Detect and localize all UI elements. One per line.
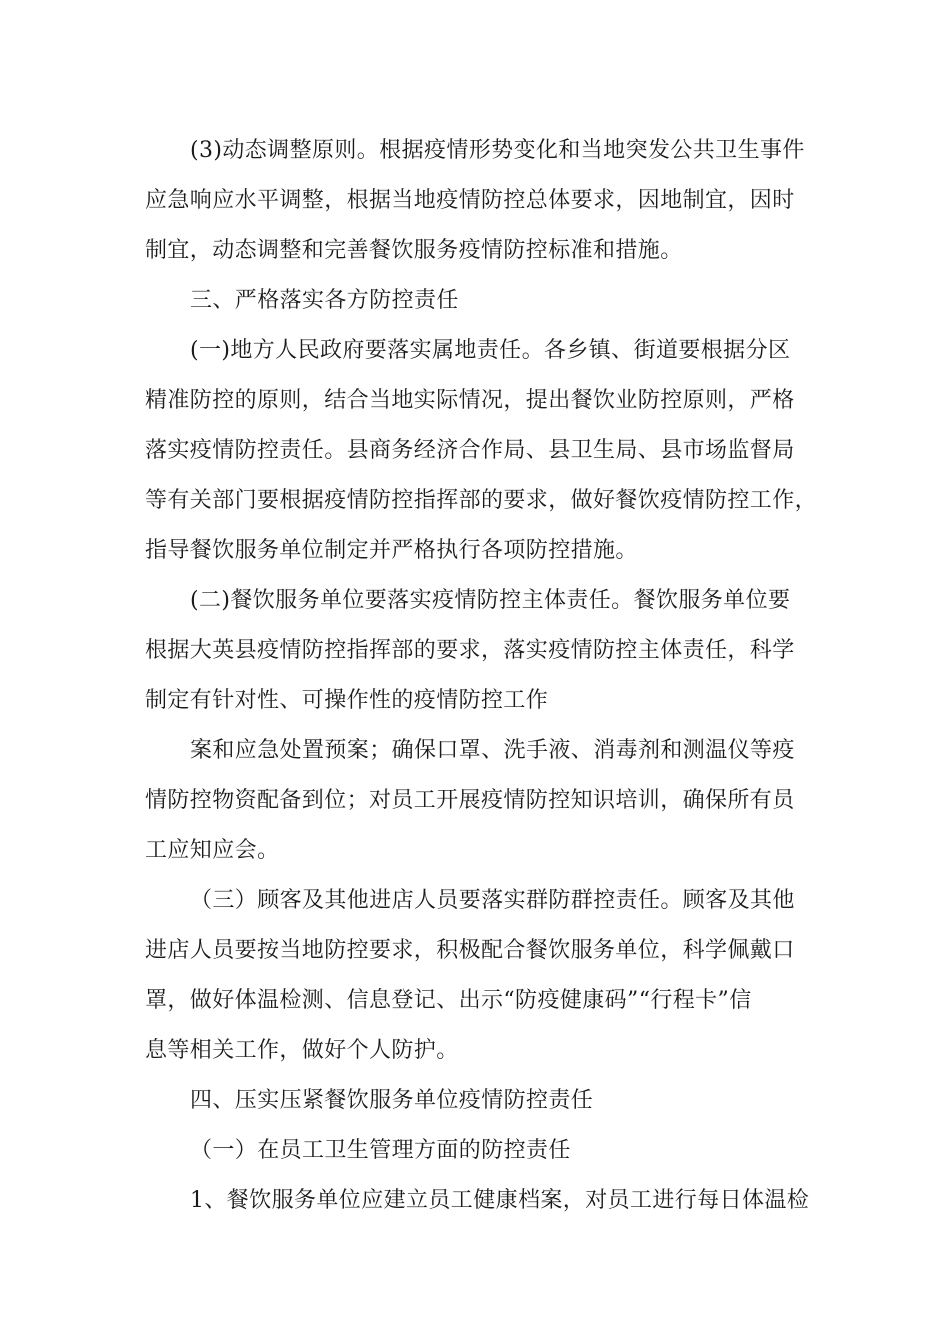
text-line: （三）顾客及其他进店人员要落实群防群控责任。顾客及其他 [190, 888, 795, 913]
text-line: 制定有针对性、可操作性的疫情防控工作 [145, 688, 549, 713]
text-line: (3)动态调整原则。根据疫情形势变化和当地突发公共卫生事件 [190, 138, 805, 163]
text-line: 情防控物资配备到位；对员工开展疫情防控知识培训，确保所有员 [145, 788, 795, 813]
text-line: (二)餐饮服务单位要落实疫情防控主体责任。餐饮服务单位要 [190, 588, 791, 613]
text-line: 案和应急处置预案；确保口罩、洗手液、消毒剂和测温仪等疫 [190, 738, 795, 763]
text-line: (一)地方人民政府要落实属地责任。各乡镇、街道要根据分区 [190, 338, 791, 363]
text-line: 工应知应会。 [145, 838, 280, 863]
text-line: 指导餐饮服务单位制定并严格执行各项防控措施。 [145, 538, 638, 563]
subsection-heading: （一）在员工卫生管理方面的防控责任 [190, 1138, 571, 1163]
text-line: 落实疫情防控责任。县商务经济合作局、县卫生局、县市场监督局 [145, 438, 795, 463]
text-line: 根据大英县疫情防控指挥部的要求，落实疫情防控主体责任，科学 [145, 638, 795, 663]
text-line: 1、餐饮服务单位应建立员工健康档案，对员工进行每日体温检 [190, 1188, 810, 1213]
section-heading: 三、严格落实各方防控责任 [190, 288, 459, 313]
text-line: 等有关部门要根据疫情防控指挥部的要求，做好餐饮疫情防控工作， [145, 488, 818, 513]
text-line: 罩，做好体温检测、信息登记、出示“防疫健康码”“行程卡”信 [145, 988, 752, 1013]
text-line: 进店人员要按当地防控要求，积极配合餐饮服务单位，科学佩戴口 [145, 938, 795, 963]
section-heading: 四、压实压紧餐饮服务单位疫情防控责任 [190, 1088, 594, 1113]
text-line: 应急响应水平调整，根据当地疫情防控总体要求，因地制宜，因时 [145, 188, 795, 213]
text-line: 制宜，动态调整和完善餐饮服务疫情防控标准和措施。 [145, 238, 683, 263]
text-line: 息等相关工作，做好个人防护。 [145, 1038, 459, 1063]
text-line: 精准防控的原则，结合当地实际情况，提出餐饮业防控原则，严格 [145, 388, 795, 413]
